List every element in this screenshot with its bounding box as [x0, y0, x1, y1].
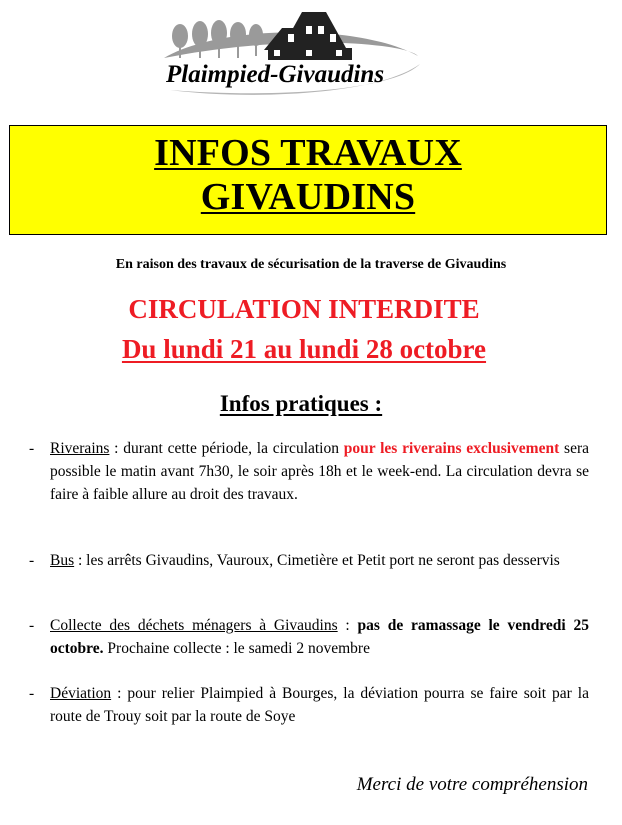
list-dash: - — [29, 552, 35, 569]
item-label: Riverains — [50, 440, 110, 457]
municipality-logo — [156, 4, 426, 100]
infos-title: Infos pratiques : — [219, 391, 383, 416]
item-text: : pour relier Plaimpied à Bourges, la déviation pourra se faire soit par la route de Trouy soit par la route de Soye — [50, 685, 589, 725]
item-label: Bus — [50, 552, 75, 569]
item-text: sera possible le matin avant 7h30, le soir après 18h et le week-end. La circulation devra se faire à faible allure au droit des travaux. — [50, 440, 589, 503]
footer-thanks: Merci de votre compréhension — [356, 774, 588, 795]
list-item-riverains — [29, 437, 589, 506]
list-dash: - — [29, 617, 35, 634]
item-label: Collecte des déchets ménagers à Givaudins — [50, 617, 338, 634]
banner-line-2: GIVAUDINS — [200, 176, 416, 218]
list-dash: - — [29, 685, 35, 702]
list-dash: - — [29, 440, 35, 457]
item-text: : durant cette période, la circulation — [109, 440, 344, 457]
title-banner — [9, 125, 607, 235]
list-item-deviation — [29, 682, 589, 728]
item-text: Prochaine collecte : le samedi 2 novembre — [103, 640, 370, 657]
notice-line-2: Du lundi 21 au lundi 28 octobre — [121, 334, 487, 364]
list-item-collecte — [29, 614, 589, 660]
logo-text: Plaimpied-Givaudins — [166, 61, 385, 88]
village-house-trees-icon — [156, 4, 426, 100]
banner-line-1: INFOS TRAVAUX — [154, 132, 462, 174]
item-red-text: pour les riverains exclusivement — [343, 440, 560, 457]
intro-text: En raison des travaux de sécurisation de la traverse de Givaudins — [115, 257, 507, 272]
list-item-bus — [29, 549, 589, 572]
item-text: : les arrêts Givaudins, Vauroux, Cimetière et Petit port ne seront pas desservis — [74, 552, 560, 569]
notice-line-1: CIRCULATION INTERDITE — [128, 294, 480, 324]
item-label: Déviation — [50, 685, 112, 702]
item-bold-text: pas de ramassage le vendredi 25 octobre. — [50, 617, 589, 657]
item-text: : — [337, 617, 358, 634]
